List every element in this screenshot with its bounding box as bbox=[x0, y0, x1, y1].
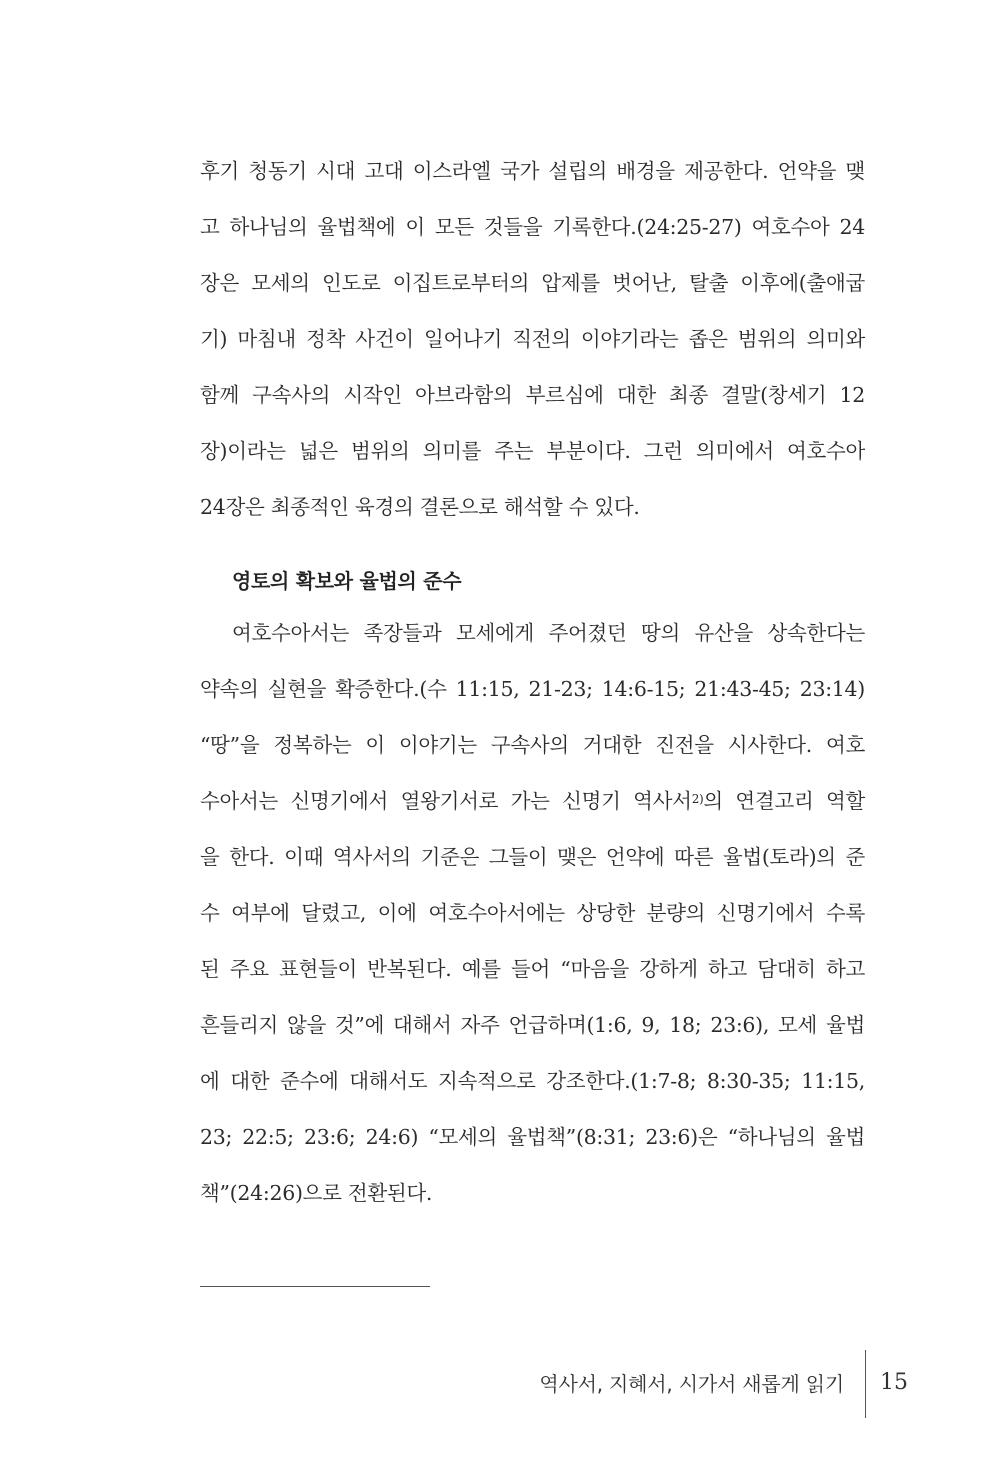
text-line: 을 한다. 이때 역사서의 기준은 그들이 맺은 언약에 따른 율법(토라)의 준 bbox=[200, 845, 865, 869]
text-line: 된 주요 표현들이 반복된다. 예를 들어 “마음을 강하게 하고 담대히 하고 bbox=[200, 957, 865, 981]
text-line: 24장은 최종적인 육경의 결론으로 해석할 수 있다. bbox=[200, 495, 640, 519]
text-line: 23; 22:5; 23:6; 24:6) “모세의 율법책”(8:31; 23:6)은 “하나님의 율법 bbox=[200, 1125, 865, 1149]
text-line: 책”(24:26)으로 전환된다. bbox=[200, 1181, 433, 1205]
text-segment: 수아서는 신명기에서 열왕기서로 가는 신명기 역사서 bbox=[200, 789, 692, 813]
text-line: 에 대한 준수에 대해서도 지속적으로 강조한다.(1:7-8; 8:30-35; 11:15, bbox=[200, 1069, 865, 1093]
text-line: “땅”을 정복하는 이 이야기는 구속사의 거대한 진전을 시사한다. 여호 bbox=[200, 733, 865, 757]
folio-divider bbox=[865, 1350, 866, 1418]
text-line: 후기 청동기 시대 고대 이스라엘 국가 설립의 배경을 제공한다. 언약을 맺 bbox=[200, 159, 865, 183]
running-title: 역사서, 지혜서, 시가서 새롭게 읽기 bbox=[539, 1372, 844, 1396]
text-line: 장은 모세의 인도로 이집트로부터의 압제를 벗어난, 탈출 이후에(출애굽 bbox=[200, 271, 865, 295]
text-line: 여호수아서는 족장들과 모세에게 주어졌던 땅의 유산을 상속한다는 bbox=[232, 621, 865, 645]
text-line: 수 여부에 달렸고, 이에 여호수아서에는 상당한 분량의 신명기에서 수록 bbox=[200, 901, 865, 925]
footnote-divider bbox=[200, 1286, 430, 1287]
text-line: 고 하나님의 율법책에 이 모든 것들을 기록한다.(24:25-27) 여호수아 24 bbox=[200, 215, 865, 239]
text-line: 흔들리지 않을 것”에 대해서 자주 언급하며(1:6, 9, 18; 23:6), 모세 율법 bbox=[200, 1013, 865, 1037]
text-line: 함께 구속사의 시작인 아브라함의 부르심에 대한 최종 결말(창세기 12 bbox=[200, 383, 865, 407]
text-segment: 의 연결고리 역할 bbox=[703, 789, 865, 813]
footnote-reference[interactable]: 2) bbox=[691, 792, 704, 806]
page-number: 15 bbox=[880, 1370, 908, 1395]
text-line bbox=[200, 788, 865, 814]
text-line: 장)이라는 넓은 범위의 의미를 주는 부분이다. 그런 의미에서 여호수아 bbox=[200, 439, 865, 463]
section-heading: 영토의 확보와 율법의 준수 bbox=[232, 569, 462, 593]
text-line: 기) 마침내 정착 사건이 일어나기 직전의 이야기라는 좁은 범위의 의미와 bbox=[200, 327, 865, 351]
text-line: 약속의 실현을 확증한다.(수 11:15, 21-23; 14:6-15; 21:43-45; 23:14) bbox=[200, 677, 865, 701]
